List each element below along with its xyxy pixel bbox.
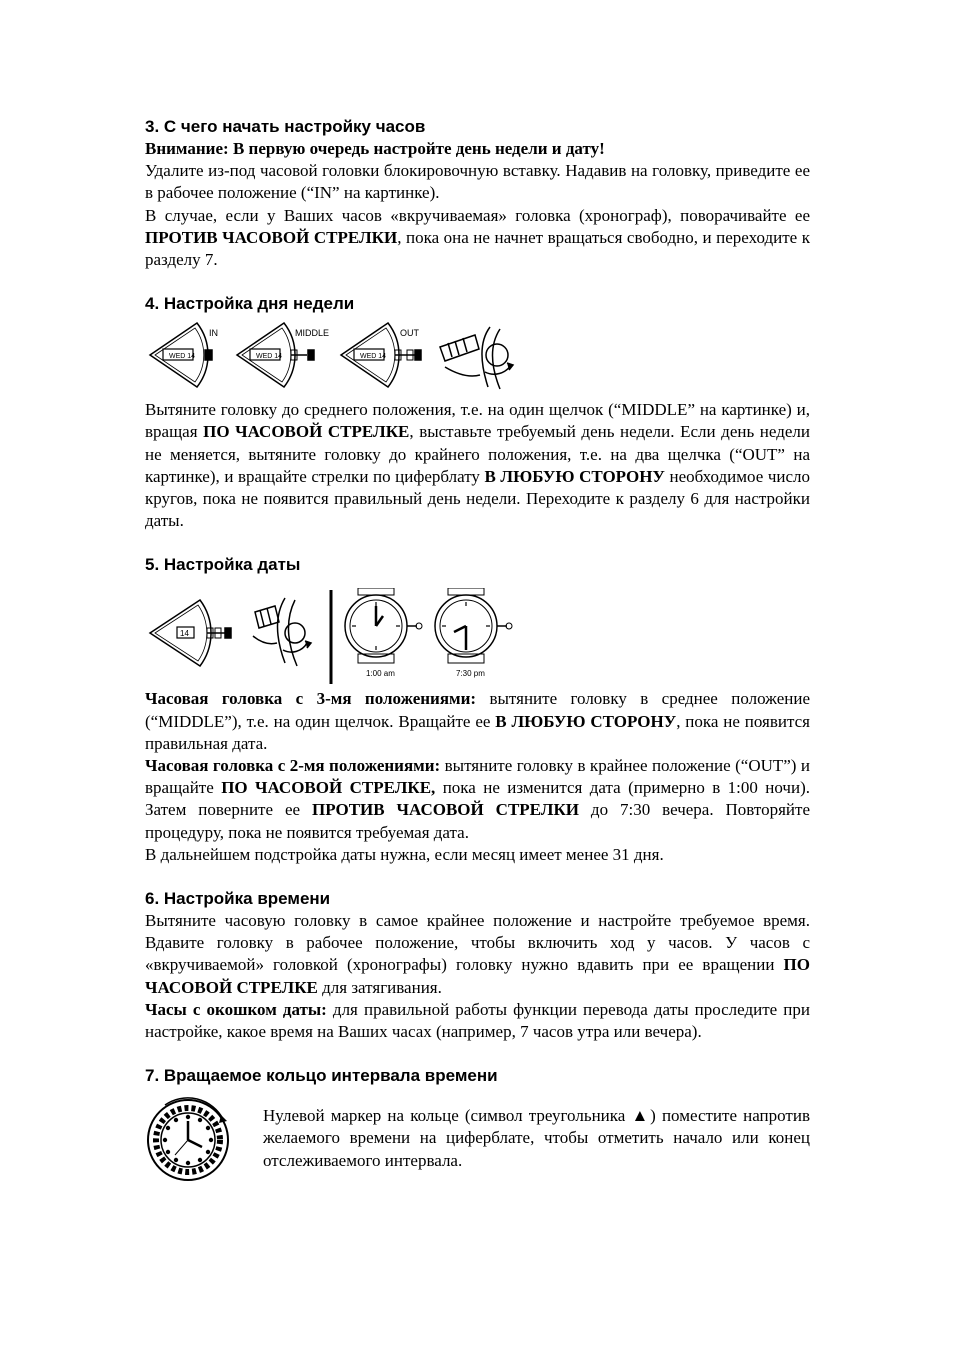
text-run: до 7:30 вечера. Повторяйте процедуру, пока не появится требуемая дата. <box>145 800 811 842</box>
text-run: Вытяните часовую головку в самое крайнее положение и настройте требуемое время. Вдавите головку в рабочее положение, чтобы включить ход у часов. У часов с «вкручиваемой» головкой (хронографы) головку нужно вдавить при ее вращении <box>145 911 810 975</box>
emphasis: В ЛЮБУЮ СТОРОНУ <box>495 711 677 731</box>
bezel-row <box>145 1097 810 1183</box>
crown-positions-figure <box>145 317 810 393</box>
section-5-paragraph-2 <box>145 755 810 844</box>
section-3-warning <box>145 138 810 160</box>
emphasis: ПО ЧАСОВОЙ СТРЕЛКЕ, <box>221 778 436 798</box>
window-label-1: WED 14 <box>169 353 196 361</box>
text-run: , пока она не начнет вращаться свободно, и переходите к разделу 7. <box>145 227 810 270</box>
section-3-paragraph-2 <box>145 205 810 272</box>
section-3-paragraph-1: Удалите из-под часовой головки блокировочную вставку. Надавив на головку, приведите ее в рабочее положение (“IN” на картинке). <box>145 161 810 203</box>
section-7-title: 7. Вращаемое кольцо интервала времени <box>145 1066 498 1086</box>
date-setting-illustration <box>145 588 515 688</box>
section-5-paragraph-1 <box>145 688 810 755</box>
section-4-paragraph <box>145 399 810 532</box>
window-label-3: WED 14 <box>360 353 387 361</box>
emphasis: Часовая головка с 2-мя положениями: <box>145 756 441 776</box>
label-in: IN <box>209 328 218 339</box>
emphasis: ПО ЧАСОВОЙ СТРЕЛКЕ <box>145 955 810 997</box>
time-label-2: 7:30 pm <box>456 669 485 679</box>
label-out: OUT <box>400 328 419 339</box>
section-6-paragraph-1 <box>145 910 810 999</box>
text-run: , выставьте требуемый день недели. Если день недели не меняется, вытяните головку до крайнего положения, т.е. на два щелчка (“OUT” на картинке), и вращайте стрелки по циферблату <box>145 422 810 486</box>
section-6-paragraph-2 <box>145 999 810 1043</box>
text-run: необходимое число кругов, пока не появится правильный день недели. Переходите к разделу 6 для настройки даты. <box>145 466 810 531</box>
emphasis: ПРОТИВ ЧАСОВОЙ СТРЕЛКИ <box>145 227 398 247</box>
window-label-2: WED 14 <box>256 353 283 361</box>
text-run: для затягивания. <box>317 977 442 997</box>
section-7-paragraph: Нулевой маркер на кольце (символ треугольника ▲) поместите напротив желаемого времени на циферблате, чтобы отметить начало или конец отслеживаемого интервала. <box>263 1106 810 1170</box>
rotating-bezel-watch-illustration <box>145 1097 231 1183</box>
emphasis: ПРОТИВ ЧАСОВОЙ СТРЕЛКИ <box>311 800 579 820</box>
emphasis: В ЛЮБУЮ СТОРОНУ <box>484 466 665 486</box>
text-run: пока не изменится дата (примерно в 1:00 ночи). Затем поверните ее <box>145 778 810 820</box>
manual-page <box>145 116 810 1183</box>
text-run: В случае, если у Ваших часов «вкручиваемая» головка (хронограф), поворачивайте ее <box>145 205 810 225</box>
section-4-title: 4. Настройка дня недели <box>145 294 355 314</box>
text-run: , пока не появится правильная дата. <box>145 711 811 753</box>
text-run: для правильной работы функции перевода даты проследите при настройке, какое время на Ваших часах (например, 7 часов утра или вечера). <box>145 999 810 1042</box>
date-setting-figure <box>145 588 810 688</box>
emphasis: ПО ЧАСОВОЙ СТРЕЛКЕ <box>203 422 410 442</box>
section-5-title: 5. Настройка даты <box>145 555 301 575</box>
crown-positions-illustration <box>145 317 525 393</box>
emphasis: Часовая головка с 3-мя положениями: <box>145 689 477 709</box>
warning-text: Внимание: В первую очередь настройте день недели и дату! <box>145 139 605 158</box>
label-middle: MIDDLE <box>295 328 330 339</box>
section-6-title: 6. Настройка времени <box>145 889 331 909</box>
date-window-label: 14 <box>180 629 189 639</box>
emphasis: Часы с окошком даты: <box>145 999 327 1019</box>
text-run: вытяните головку в среднее положение (“MIDDLE”), т.е. на один щелчок. Вращайте ее <box>145 689 810 731</box>
text-run: Вытяните головку до среднего положения, т.е. на один щелчок (“MIDDLE” на картинке) и, вращая <box>145 400 810 442</box>
section-3-title: 3. С чего начать настройку часов <box>145 117 426 136</box>
time-label-1: 1:00 am <box>366 669 395 679</box>
text-run: вытяните головку в крайнее положение (“OUT”) и вращайте <box>145 756 810 798</box>
section-5-paragraph-3: В дальнейшем подстройка даты нужна, если месяц имеет менее 31 дня. <box>145 844 664 864</box>
